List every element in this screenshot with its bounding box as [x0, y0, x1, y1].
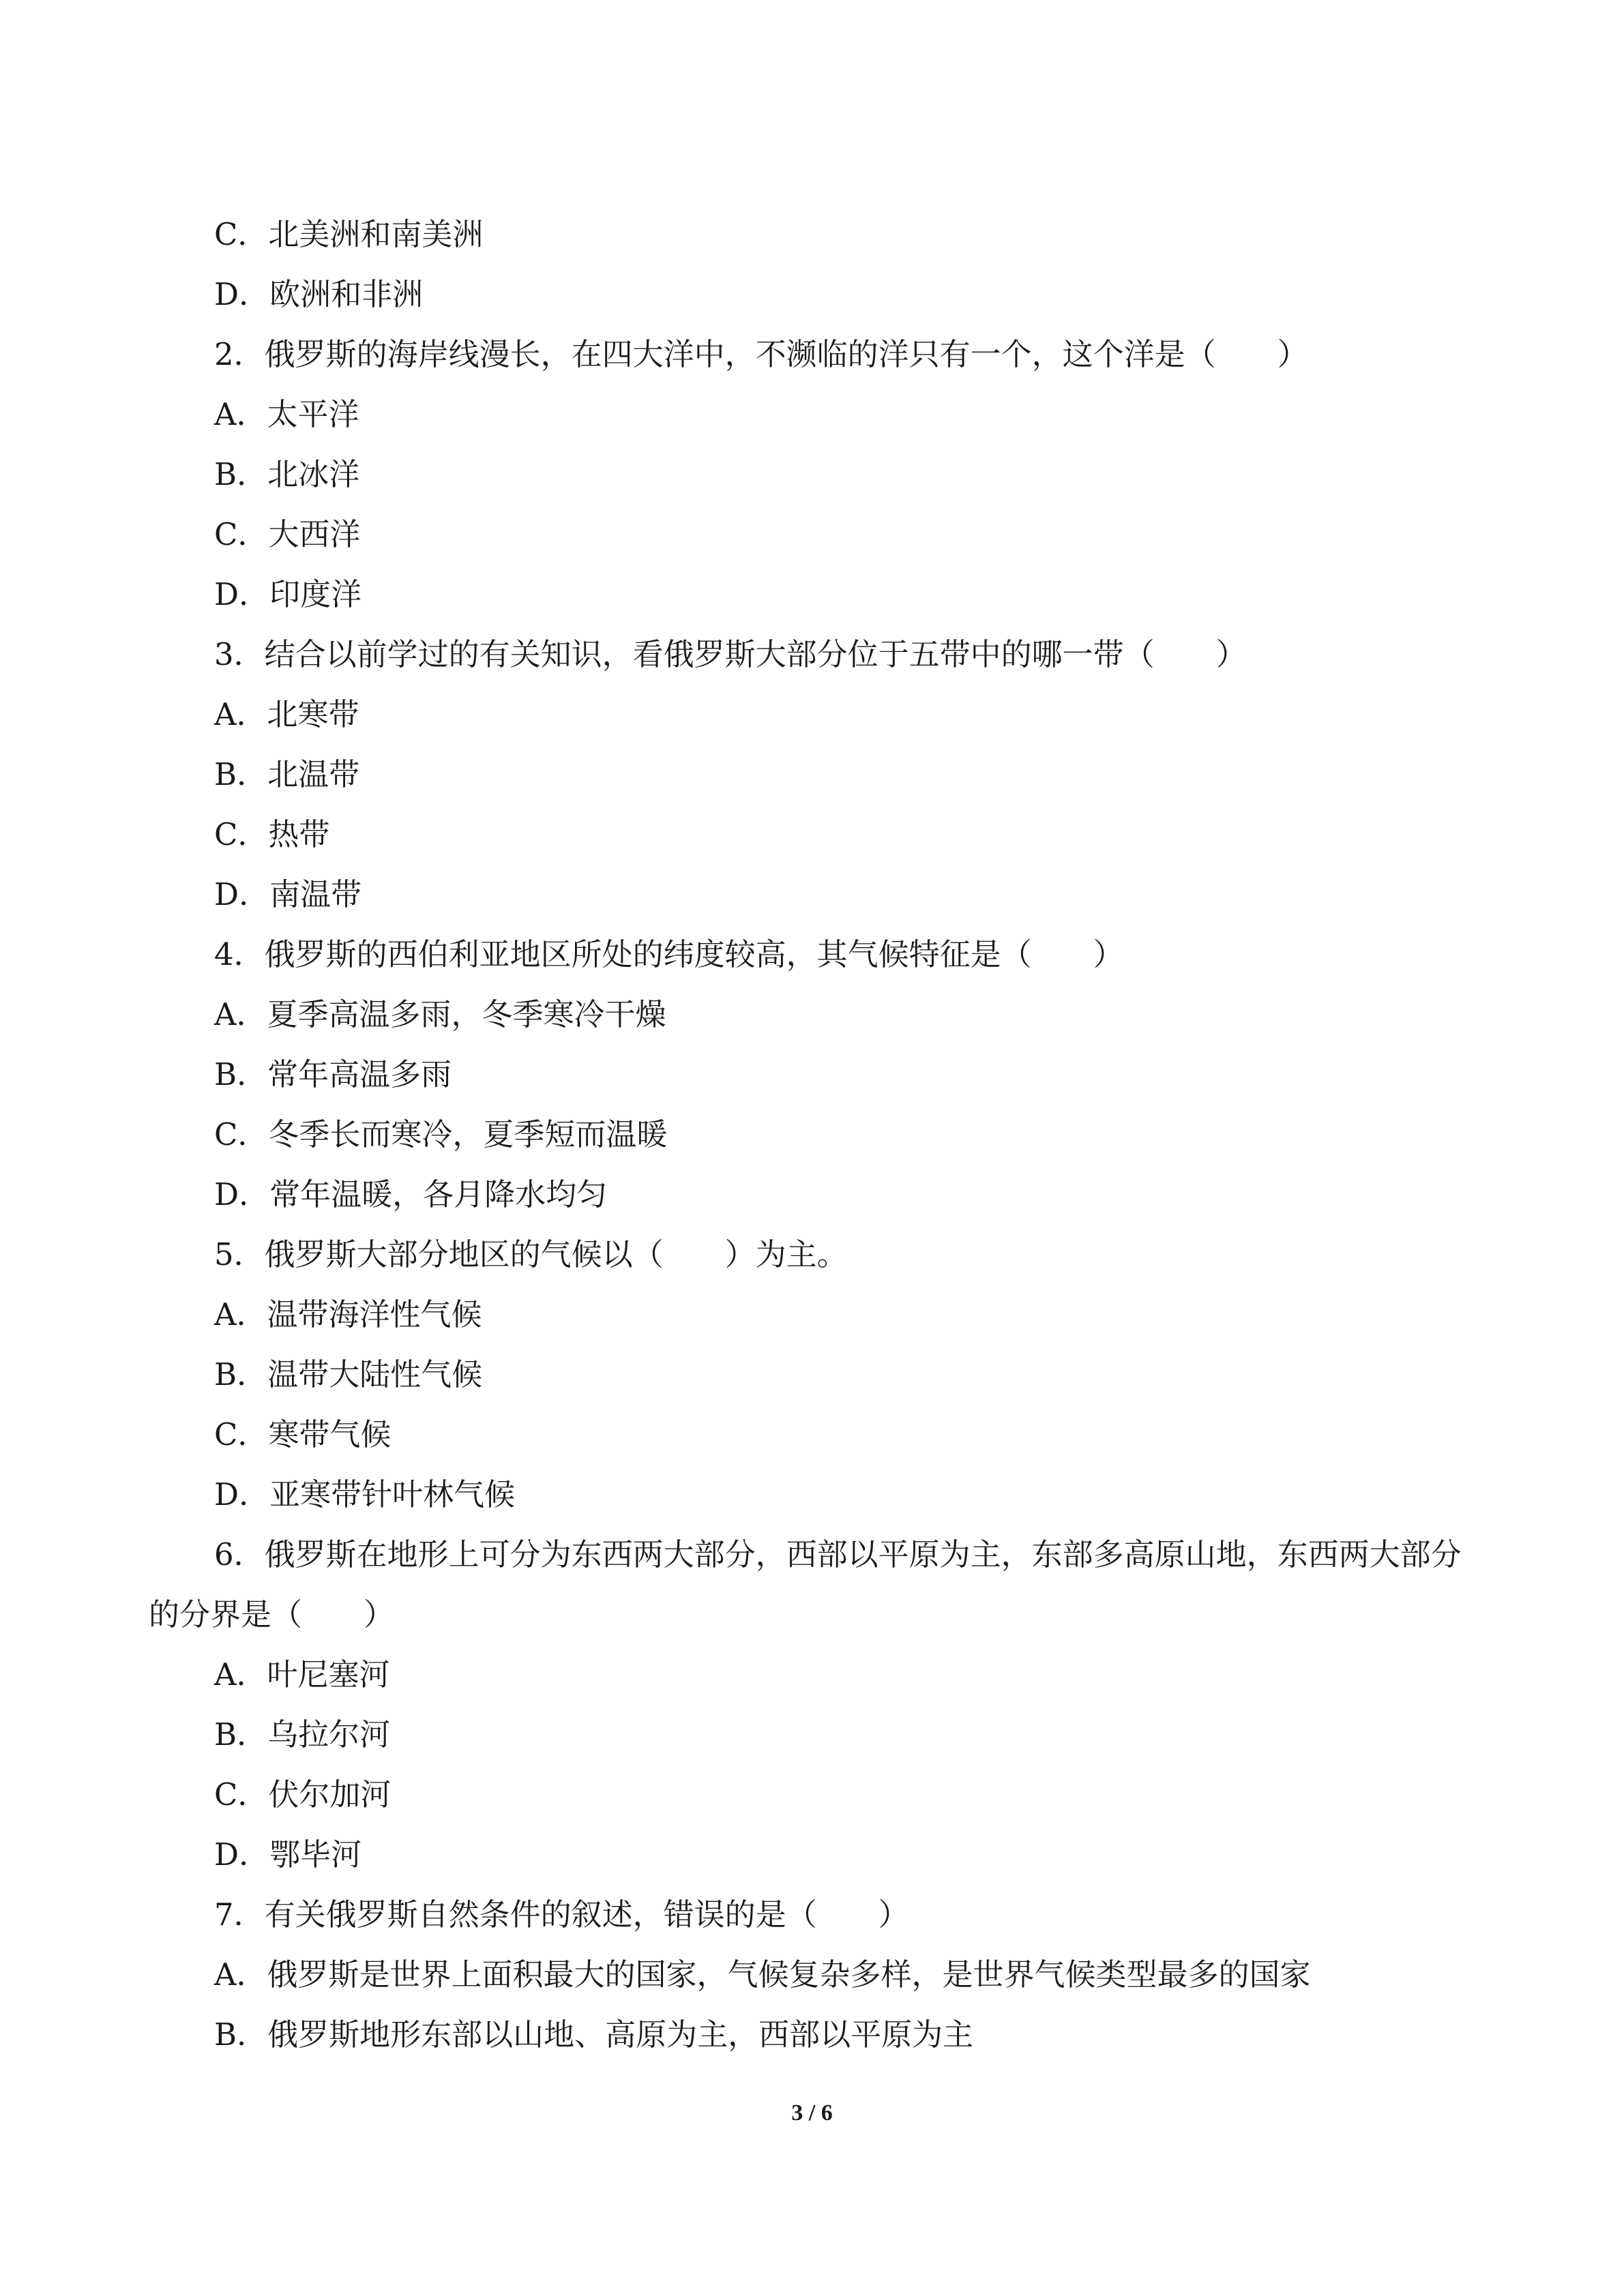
- question-3-option-b: B．北温带: [214, 756, 360, 792]
- question-4-stem: 4．俄罗斯的西伯利亚地区所处的纬度较高，其气候特征是（ ）: [214, 936, 1124, 972]
- question-5-option-a: A．温带海洋性气候: [214, 1296, 482, 1332]
- question-4-option-d: D．常年温暖，各月降水均匀: [214, 1176, 608, 1212]
- question-7-stem: 7．有关俄罗斯自然条件的叙述，错误的是（ ）: [214, 1896, 909, 1933]
- question-7-option-b: B．俄罗斯地形东部以山地、高原为主，西部以平原为主: [214, 2016, 974, 2053]
- question-2-option-c: C．大西洋: [214, 516, 361, 552]
- page-number: 3 / 6: [791, 2100, 833, 2126]
- question-6-stem: 6．俄罗斯在地形上可分为东西两大部分，西部以平原为主，东部多高原山地，东西两大部分的分界是（ ）: [149, 1536, 1462, 1632]
- question-3-option-c: C．热带: [214, 816, 330, 852]
- question-5-option-c: C．寒带气候: [214, 1416, 392, 1452]
- question-3-option-a: A．北寒带: [214, 696, 359, 732]
- question-2-stem: 2．俄罗斯的海岸线漫长，在四大洋中，不濒临的洋只有一个，这个洋是（ ）: [214, 336, 1308, 372]
- question-2-option-d: D．印度洋: [214, 576, 362, 612]
- question-6-option-a: A．叶尼塞河: [214, 1656, 390, 1693]
- question-5-option-b: B．温带大陆性气候: [214, 1356, 483, 1392]
- question-2-option-b: B．北冰洋: [214, 456, 360, 492]
- question-6-option-b: B．乌拉尔河: [214, 1716, 391, 1753]
- question-3-option-d: D．南温带: [214, 876, 362, 912]
- question-7-option-a: A．俄罗斯是世界上面积最大的国家，气候复杂多样，是世界气候类型最多的国家: [214, 1956, 1311, 1993]
- question-list: [149, 205, 1479, 2065]
- question-3-stem: 3．结合以前学过的有关知识，看俄罗斯大部分位于五带中的哪一带（ ）: [214, 636, 1247, 672]
- question-5-stem: 5．俄罗斯大部分地区的气候以（ ）为主。: [214, 1236, 848, 1272]
- question-5-option-d: D．亚寒带针叶林气候: [214, 1476, 516, 1512]
- question-4-option-c: C．冬季长而寒冷，夏季短而温暖: [214, 1116, 668, 1152]
- question-4-option-b: B．常年高温多雨: [214, 1056, 452, 1092]
- question-2-option-a: A．太平洋: [214, 396, 359, 432]
- question-6-option-c: C．伏尔加河: [214, 1776, 392, 1813]
- question-6-option-d: D．鄂毕河: [214, 1836, 362, 1873]
- option-c: C．北美洲和南美洲: [214, 216, 484, 252]
- option-d: D．欧洲和非洲: [214, 276, 424, 312]
- question-4-option-a: A．夏季高温多雨，冬季寒冷干燥: [214, 996, 666, 1032]
